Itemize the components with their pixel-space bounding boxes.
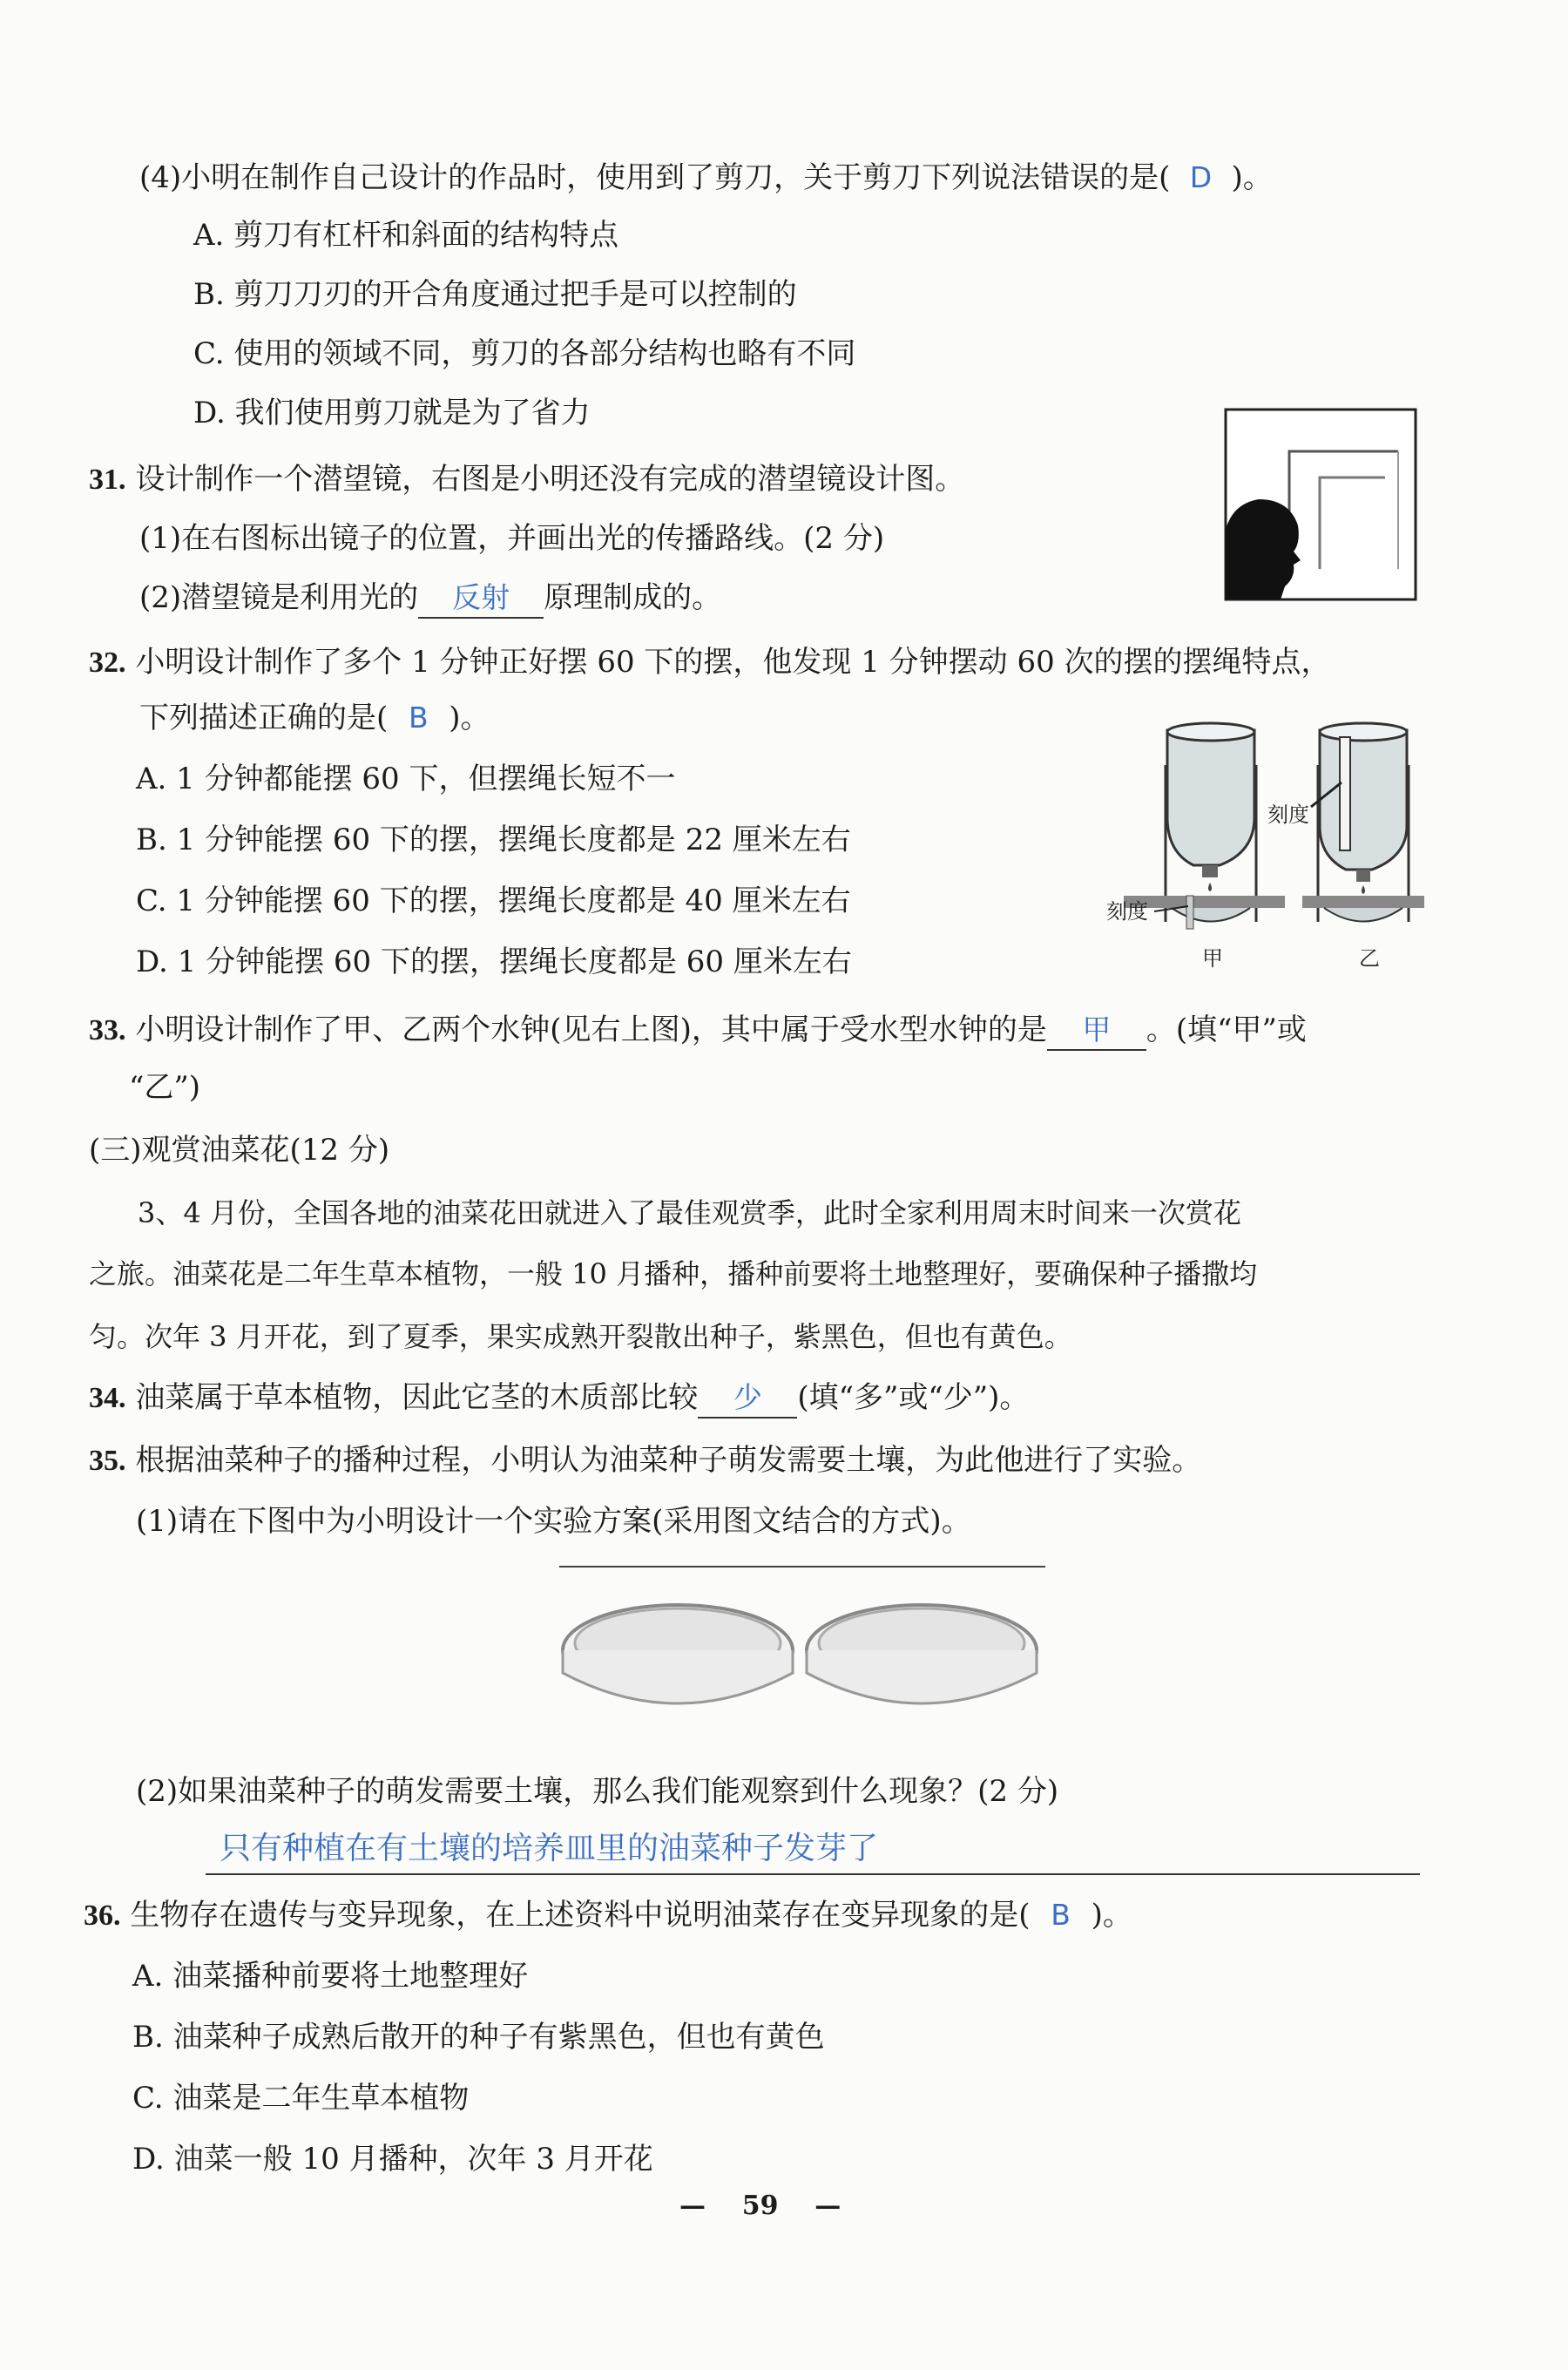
section3-title: (三)观赏油菜花(12 分) (89, 1133, 390, 1168)
q30-4-option-a: A. 剪刀有杠杆和斜面的结构特点 (193, 218, 619, 253)
q36-option-d: D. 油菜一般 10 月播种，次年 3 月开花 (132, 2142, 653, 2177)
q33-stem-line2: “乙”) (129, 1070, 201, 1105)
q32-stem2: 下列描述正确的是( (139, 701, 389, 735)
petri-dishes-figure (556, 1560, 1049, 1748)
q32-stem2-end: )。 (449, 701, 490, 735)
section3-para3: 匀。次年 3 月开花，到了夏季，果实成熟开裂散出种子，紫黑色，但也有黄色。 (89, 1320, 1072, 1353)
water-clock-b (1302, 723, 1424, 922)
q36-stem-end: )。 (1091, 1898, 1132, 1933)
petri-dish-left (563, 1605, 793, 1703)
q34-number: 34. (89, 1382, 126, 1414)
q30-4-stem-end: )。 (1231, 160, 1273, 195)
q33-stem-prefix: 小明设计制作了甲、乙两个水钟(见右上图)，其中属于受水型水钟的是 (135, 1012, 1047, 1047)
q31-sub2-prefix: (2)潜望镜是利用光的 (139, 580, 419, 615)
q32-option-c: C. 1 分钟能摆 60 下的摆，摆绳长度都是 40 厘米左右 (136, 884, 851, 918)
page-number: 59 (741, 2191, 779, 2221)
q32-option-b: B. 1 分钟能摆 60 下的摆，摆绳长度都是 22 厘米左右 (136, 823, 851, 857)
q30-4-stem: (4)小明在制作自己设计的作品时，使用到了剪刀，关于剪刀下列说法错误的是( (139, 160, 1171, 195)
q35-number: 35. (89, 1445, 126, 1477)
q32-stem-line2 (139, 699, 490, 737)
q35-stem: 根据油菜种子的播种过程，小明认为油菜种子萌发需要土壤，为此他进行了实验。 (135, 1443, 1202, 1478)
q32-option-d: D. 1 分钟能摆 60 下的摆，摆绳长度都是 60 厘米左右 (136, 945, 852, 979)
q31-sub2-line (139, 579, 721, 619)
q34-stem-suffix: (填“多”或“少”)。 (797, 1380, 1030, 1415)
label-scale-b: 刻度 (1267, 802, 1309, 827)
q35-sub2: (2)如果油菜种子的萌发需要土壤，那么我们能观察到什么现象？(2 分) (136, 1774, 1059, 1809)
section3-para1: 3、4 月份，全国各地的油菜花田就进入了最佳观赏季，此时全家利用周末时间来一次赏花 (138, 1196, 1241, 1229)
q35-sub1: (1)请在下图中为小明设计一个实验方案(采用图文结合的方式)。 (136, 1504, 971, 1539)
q35-stem-line (89, 1441, 1201, 1480)
q36-answer: B (1051, 1898, 1071, 1932)
page-footer: — 59 — (679, 2191, 841, 2221)
q34-stem-line (89, 1378, 1029, 1419)
q32-stem-line1 (89, 643, 1331, 682)
q31-sub2-answer: 反射 (418, 579, 544, 619)
label-scale-a: 刻度 (1106, 899, 1148, 924)
q33-answer: 甲 (1047, 1011, 1146, 1051)
water-clock-figure (1106, 713, 1429, 974)
q36-number: 36. (84, 1899, 121, 1932)
q32-answer: B (408, 701, 429, 735)
water-clock-a (1124, 723, 1285, 929)
section3-para2: 之旅。油菜花是二年生草本植物，一般 10 月播种，播种前要将土地整理好，要确保种子播撒均 (89, 1257, 1258, 1290)
label-clock-a: 甲 (1202, 946, 1223, 971)
q32-option-a: A. 1 分钟都能摆 60 下，但摆绳长短不一 (136, 762, 676, 796)
q35-answer-line (206, 1873, 1420, 1875)
q30-4-stem-line (139, 159, 1273, 197)
q33-stem-line (89, 1011, 1307, 1051)
q36-option-b: B. 油菜种子成熟后散开的种子有紫黑色，但也有黄色 (132, 2020, 825, 2055)
label-clock-b: 乙 (1359, 946, 1380, 971)
q30-4-option-c: C. 使用的领域不同，剪刀的各部分结构也略有不同 (193, 336, 856, 371)
q34-answer: 少 (698, 1378, 797, 1419)
periscope-figure (1224, 408, 1417, 601)
q30-4-option-d: D. 我们使用剪刀就是为了省力 (193, 396, 591, 430)
q36-option-c: C. 油菜是二年生草本植物 (132, 2081, 470, 2116)
q36-stem-line (84, 1896, 1132, 1935)
q30-4-answer: D (1189, 160, 1213, 194)
q35-sub2-answer: 只有种植在有土壤的培养皿里的油菜种子发芽了 (220, 1831, 879, 1866)
q30-4-option-b: B. 剪刀刀刃的开合角度通过把手是可以控制的 (193, 277, 797, 312)
q34-stem-prefix: 油菜属于草本植物，因此它茎的木质部比较 (135, 1380, 699, 1415)
q31-stem: 设计制作一个潜望镜，右图是小明还没有完成的潜望镜设计图。 (135, 462, 965, 497)
q31-stem-line (89, 460, 964, 499)
q32-stem1: 小明设计制作了多个 1 分钟正好摆 60 下的摆，他发现 1 分钟摆动 60 次的摆的摆绳特点， (135, 645, 1331, 680)
q31-number: 31. (89, 464, 126, 496)
q33-stem-suffix: 。(填“甲”或 (1146, 1012, 1307, 1047)
q32-number: 32. (89, 647, 126, 679)
q36-option-a: A. 油菜播种前要将土地整理好 (132, 1959, 529, 1994)
q31-sub2-suffix: 原理制成的。 (544, 580, 722, 615)
q36-stem: 生物存在遗传与变异现象，在上述资料中说明油菜存在变异现象的是( (130, 1898, 1031, 1933)
q31-sub1: (1)在右图标出镜子的位置，并画出光的传播路线。(2 分) (139, 521, 885, 556)
q33-number: 33. (89, 1014, 126, 1046)
petri-dish-right (807, 1605, 1037, 1703)
